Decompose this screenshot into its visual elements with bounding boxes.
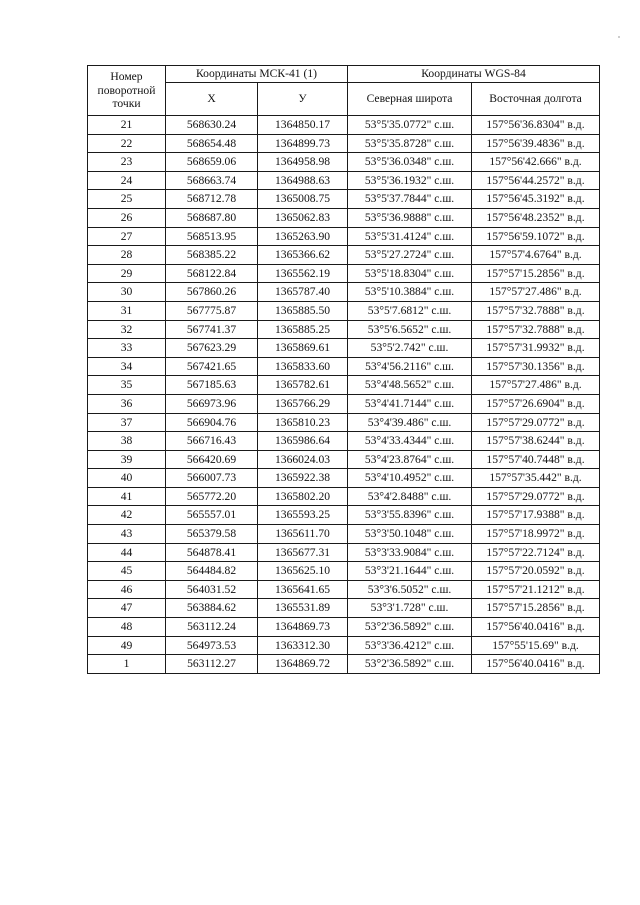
cell-longitude: 157°57'22.7124" в.д. xyxy=(472,543,600,562)
cell-point-number: 26 xyxy=(88,208,166,227)
cell-longitude: 157°56'59.1072" в.д. xyxy=(472,227,600,246)
cell-y: 1365366.62 xyxy=(258,246,348,265)
table-row xyxy=(88,227,600,246)
cell-y: 1364869.73 xyxy=(258,618,348,637)
cell-longitude: 157°57'20.0592" в.д. xyxy=(472,562,600,581)
cell-point-number: 32 xyxy=(88,320,166,339)
cell-x: 564973.53 xyxy=(166,636,258,655)
cell-x: 564484.82 xyxy=(166,562,258,581)
cell-x: 566420.69 xyxy=(166,450,258,469)
cell-x: 567741.37 xyxy=(166,320,258,339)
cell-x: 565557.01 xyxy=(166,506,258,525)
cell-latitude: 53°2'36.5892" с.ш. xyxy=(348,618,472,637)
cell-longitude: 157°57'15.2856" в.д. xyxy=(472,599,600,618)
cell-longitude: 157°57'17.9388" в.д. xyxy=(472,506,600,525)
cell-y: 1365802.20 xyxy=(258,487,348,506)
cell-longitude: 157°57'38.6244" в.д. xyxy=(472,432,600,451)
cell-point-number: 39 xyxy=(88,450,166,469)
cell-y: 1365869.61 xyxy=(258,339,348,358)
cell-longitude: 157°57'30.1356" в.д. xyxy=(472,357,600,376)
cell-x: 568513.95 xyxy=(166,227,258,246)
cell-x: 566716.43 xyxy=(166,432,258,451)
cell-point-number: 21 xyxy=(88,116,166,135)
cell-y: 1366024.03 xyxy=(258,450,348,469)
cell-longitude: 157°57'26.6904" в.д. xyxy=(472,394,600,413)
cell-x: 568712.78 xyxy=(166,190,258,209)
cell-y: 1365766.29 xyxy=(258,394,348,413)
table-row xyxy=(88,580,600,599)
cell-latitude: 53°5'36.1932" с.ш. xyxy=(348,171,472,190)
cell-latitude: 53°3'1.728" с.ш. xyxy=(348,599,472,618)
cell-y: 1365787.40 xyxy=(258,283,348,302)
cell-latitude: 53°3'21.1644" с.ш. xyxy=(348,562,472,581)
cell-longitude: 157°56'42.666" в.д. xyxy=(472,153,600,172)
cell-longitude: 157°57'4.6764" в.д. xyxy=(472,246,600,265)
cell-x: 565772.20 xyxy=(166,487,258,506)
cell-latitude: 53°3'36.4212" с.ш. xyxy=(348,636,472,655)
cell-y: 1364899.73 xyxy=(258,134,348,153)
cell-y: 1365562.19 xyxy=(258,264,348,283)
table-row xyxy=(88,301,600,320)
cell-latitude: 53°5'10.3884" с.ш. xyxy=(348,283,472,302)
scan-speck xyxy=(618,36,620,38)
table-row xyxy=(88,413,600,432)
cell-point-number: 43 xyxy=(88,525,166,544)
table-row xyxy=(88,264,600,283)
cell-x: 566973.96 xyxy=(166,394,258,413)
cell-longitude: 157°57'32.7888" в.д. xyxy=(472,320,600,339)
cell-y: 1365263.90 xyxy=(258,227,348,246)
cell-x: 568687.80 xyxy=(166,208,258,227)
cell-longitude: 157°57'40.7448" в.д. xyxy=(472,450,600,469)
table-body xyxy=(88,116,600,674)
cell-point-number: 41 xyxy=(88,487,166,506)
table-row xyxy=(88,432,600,451)
table-row xyxy=(88,618,600,637)
cell-y: 1364869.72 xyxy=(258,655,348,674)
table-row xyxy=(88,357,600,376)
cell-x: 567421.65 xyxy=(166,357,258,376)
cell-point-number: 27 xyxy=(88,227,166,246)
table-row xyxy=(88,450,600,469)
cell-latitude: 53°2'36.5892" с.ш. xyxy=(348,655,472,674)
cell-y: 1364850.17 xyxy=(258,116,348,135)
cell-x: 567775.87 xyxy=(166,301,258,320)
cell-longitude: 157°56'36.8304" в.д. xyxy=(472,116,600,135)
table-row xyxy=(88,116,600,135)
table-row xyxy=(88,487,600,506)
table-row xyxy=(88,599,600,618)
cell-point-number: 48 xyxy=(88,618,166,637)
cell-point-number: 44 xyxy=(88,543,166,562)
cell-x: 563112.27 xyxy=(166,655,258,674)
cell-latitude: 53°4'23.8764" с.ш. xyxy=(348,450,472,469)
cell-latitude: 53°5'35.8728" с.ш. xyxy=(348,134,472,153)
cell-longitude: 157°57'27.486" в.д. xyxy=(472,376,600,395)
table-row xyxy=(88,506,600,525)
cell-point-number: 38 xyxy=(88,432,166,451)
cell-x: 566007.73 xyxy=(166,469,258,488)
cell-longitude: 157°56'40.0416" в.д. xyxy=(472,655,600,674)
cell-x: 568630.24 xyxy=(166,116,258,135)
cell-latitude: 53°5'27.2724" с.ш. xyxy=(348,246,472,265)
table-row xyxy=(88,636,600,655)
cell-point-number: 46 xyxy=(88,580,166,599)
cell-y: 1363312.30 xyxy=(258,636,348,655)
table-row xyxy=(88,320,600,339)
cell-longitude: 157°56'48.2352" в.д. xyxy=(472,208,600,227)
cell-x: 564878.41 xyxy=(166,543,258,562)
cell-latitude: 53°3'55.8396" с.ш. xyxy=(348,506,472,525)
cell-y: 1365782.61 xyxy=(258,376,348,395)
cell-x: 567860.26 xyxy=(166,283,258,302)
cell-point-number: 49 xyxy=(88,636,166,655)
cell-point-number: 22 xyxy=(88,134,166,153)
cell-latitude: 53°5'35.0772" с.ш. xyxy=(348,116,472,135)
cell-latitude: 53°5'7.6812" с.ш. xyxy=(348,301,472,320)
cell-point-number: 25 xyxy=(88,190,166,209)
cell-longitude: 157°56'44.2572" в.д. xyxy=(472,171,600,190)
cell-x: 568385.22 xyxy=(166,246,258,265)
cell-longitude: 157°56'45.3192" в.д. xyxy=(472,190,600,209)
table-row xyxy=(88,469,600,488)
cell-point-number: 1 xyxy=(88,655,166,674)
cell-longitude: 157°56'40.0416" в.д. xyxy=(472,618,600,637)
cell-point-number: 40 xyxy=(88,469,166,488)
cell-latitude: 53°4'48.5652" с.ш. xyxy=(348,376,472,395)
cell-y: 1365885.25 xyxy=(258,320,348,339)
cell-longitude: 157°57'27.486" в.д. xyxy=(472,283,600,302)
cell-latitude: 53°4'10.4952" с.ш. xyxy=(348,469,472,488)
cell-latitude: 53°5'36.9888" с.ш. xyxy=(348,208,472,227)
cell-y: 1365641.65 xyxy=(258,580,348,599)
table-row xyxy=(88,562,600,581)
cell-latitude: 53°4'56.2116" с.ш. xyxy=(348,357,472,376)
cell-longitude: 157°57'21.1212" в.д. xyxy=(472,580,600,599)
header-wgs-coordinates: Координаты WGS-84 xyxy=(348,66,600,83)
cell-x: 563112.24 xyxy=(166,618,258,637)
table-row xyxy=(88,208,600,227)
cell-x: 567623.29 xyxy=(166,339,258,358)
cell-y: 1364958.98 xyxy=(258,153,348,172)
cell-latitude: 53°5'18.8304" с.ш. xyxy=(348,264,472,283)
cell-point-number: 36 xyxy=(88,394,166,413)
cell-latitude: 53°5'6.5652" с.ш. xyxy=(348,320,472,339)
header-point-number: Номер поворотной точки xyxy=(88,66,166,116)
cell-longitude: 157°57'35.442" в.д. xyxy=(472,469,600,488)
table-row xyxy=(88,153,600,172)
cell-longitude: 157°57'29.0772" в.д. xyxy=(472,413,600,432)
cell-latitude: 53°5'2.742" с.ш. xyxy=(348,339,472,358)
cell-x: 566904.76 xyxy=(166,413,258,432)
cell-latitude: 53°4'39.486" с.ш. xyxy=(348,413,472,432)
cell-latitude: 53°5'37.7844" с.ш. xyxy=(348,190,472,209)
cell-point-number: 35 xyxy=(88,376,166,395)
cell-y: 1365810.23 xyxy=(258,413,348,432)
cell-longitude: 157°56'39.4836" в.д. xyxy=(472,134,600,153)
cell-y: 1364988.63 xyxy=(258,171,348,190)
table-row xyxy=(88,339,600,358)
table-row xyxy=(88,525,600,544)
cell-x: 567185.63 xyxy=(166,376,258,395)
cell-point-number: 33 xyxy=(88,339,166,358)
table-row xyxy=(88,171,600,190)
cell-y: 1365833.60 xyxy=(258,357,348,376)
header-east-longitude: Восточная долгота xyxy=(472,83,600,116)
cell-latitude: 53°3'50.1048" с.ш. xyxy=(348,525,472,544)
table-row xyxy=(88,543,600,562)
cell-point-number: 24 xyxy=(88,171,166,190)
table-row xyxy=(88,134,600,153)
cell-x: 568663.74 xyxy=(166,171,258,190)
table-row xyxy=(88,190,600,209)
cell-x: 563884.62 xyxy=(166,599,258,618)
cell-point-number: 34 xyxy=(88,357,166,376)
cell-y: 1365008.75 xyxy=(258,190,348,209)
header-y: У xyxy=(258,83,348,116)
table-row xyxy=(88,283,600,302)
cell-y: 1365611.70 xyxy=(258,525,348,544)
cell-y: 1365922.38 xyxy=(258,469,348,488)
cell-point-number: 28 xyxy=(88,246,166,265)
cell-x: 568659.06 xyxy=(166,153,258,172)
table-row xyxy=(88,394,600,413)
cell-latitude: 53°4'41.7144" с.ш. xyxy=(348,394,472,413)
cell-longitude: 157°57'29.0772" в.д. xyxy=(472,487,600,506)
cell-latitude: 53°4'33.4344" с.ш. xyxy=(348,432,472,451)
cell-y: 1365986.64 xyxy=(258,432,348,451)
cell-y: 1365677.31 xyxy=(258,543,348,562)
cell-x: 568654.48 xyxy=(166,134,258,153)
cell-x: 568122.84 xyxy=(166,264,258,283)
cell-longitude: 157°57'32.7888" в.д. xyxy=(472,301,600,320)
cell-point-number: 31 xyxy=(88,301,166,320)
cell-point-number: 29 xyxy=(88,264,166,283)
cell-y: 1365885.50 xyxy=(258,301,348,320)
cell-point-number: 47 xyxy=(88,599,166,618)
cell-point-number: 30 xyxy=(88,283,166,302)
header-north-latitude: Северная широта xyxy=(348,83,472,116)
header-msk-coordinates: Координаты МСК-41 (1) xyxy=(166,66,348,83)
coordinates-table xyxy=(87,65,600,674)
cell-longitude: 157°57'18.9972" в.д. xyxy=(472,525,600,544)
table-row xyxy=(88,655,600,674)
cell-point-number: 45 xyxy=(88,562,166,581)
cell-longitude: 157°55'15.69" в.д. xyxy=(472,636,600,655)
cell-x: 564031.52 xyxy=(166,580,258,599)
cell-x: 565379.58 xyxy=(166,525,258,544)
cell-point-number: 42 xyxy=(88,506,166,525)
cell-latitude: 53°5'36.0348" с.ш. xyxy=(348,153,472,172)
table-row xyxy=(88,376,600,395)
cell-latitude: 53°5'31.4124" с.ш. xyxy=(348,227,472,246)
cell-latitude: 53°3'6.5052" с.ш. xyxy=(348,580,472,599)
cell-y: 1365531.89 xyxy=(258,599,348,618)
header-x: X xyxy=(166,83,258,116)
cell-y: 1365062.83 xyxy=(258,208,348,227)
cell-point-number: 37 xyxy=(88,413,166,432)
cell-y: 1365625.10 xyxy=(258,562,348,581)
cell-point-number: 23 xyxy=(88,153,166,172)
cell-latitude: 53°3'33.9084" с.ш. xyxy=(348,543,472,562)
table-row xyxy=(88,246,600,265)
cell-y: 1365593.25 xyxy=(258,506,348,525)
cell-longitude: 157°57'31.9932" в.д. xyxy=(472,339,600,358)
cell-latitude: 53°4'2.8488" с.ш. xyxy=(348,487,472,506)
cell-longitude: 157°57'15.2856" в.д. xyxy=(472,264,600,283)
